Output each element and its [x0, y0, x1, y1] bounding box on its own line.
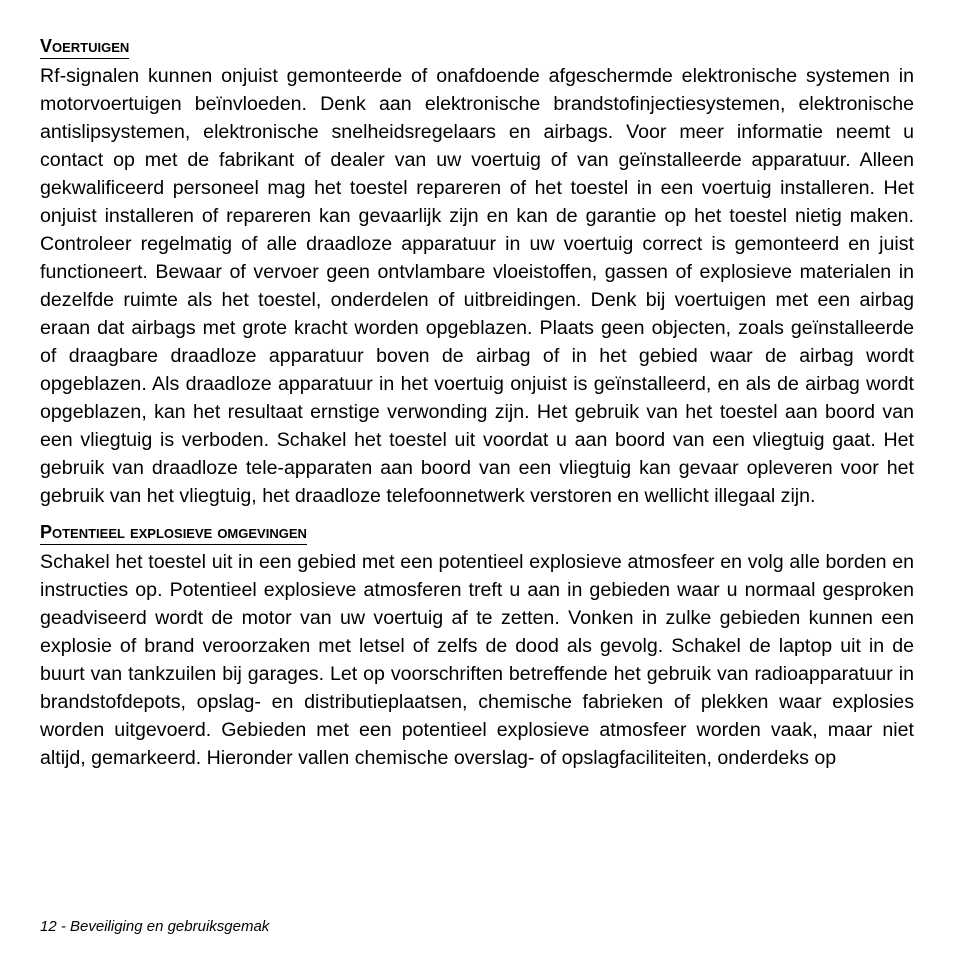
section-heading-wrap [40, 34, 914, 62]
page-footer: 12 - Beveiliging en gebruiksgemak [40, 918, 270, 935]
section-heading-wrap [40, 520, 914, 548]
section-heading-explosieve-omgevingen: Potentieel explosieve omgevingen [40, 520, 307, 545]
document-page [40, 34, 914, 772]
section-body-explosieve-omgevingen: Schakel het toestel uit in een gebied met een potentieel explosieve atmosfeer en volg alle borden en instructies op. Potentieel explosieve atmosferen treft u aan in gebieden waar u normaal gesproken geadviseerd wordt de motor van uw voertuig af te zetten. Vonken in zulke gebieden kunnen een explosie of brand veroorzaken met letsel of zelfs de dood als gevolg. Schakel de laptop uit in de buurt van tankzuilen bij garages. Let op voorschriften betreffende het gebruik van radioapparatuur in brandstofdepots, opslag- en distributieplaatsen, chemische fabrieken of plekken waar explosies worden uitgevoerd. Gebieden met een potentieel explosieve atmosfeer worden vaak, maar niet altijd, gemarkeerd. Hieronder vallen chemische overslag- of opslagfaciliteiten, onderdeks op [40, 551, 914, 769]
section-body-voertuigen: Rf-signalen kunnen onjuist gemonteerde of onafdoende afgeschermde elektronische systemen in motorvoertuigen beïnvloeden. Denk aan elektronische brandstofinjectiesystemen, elektronische antislipsystemen, elektronische snelheidsregelaars en airbags. Voor meer informatie neemt u contact op met de fabrikant of dealer van uw voertuig of van geïnstalleerde apparatuur. Alleen gekwalificeerd personeel mag het toestel repareren of het toestel in een voertuig installeren. Het onjuist installeren of repareren kan gevaarlijk zijn en kan de garantie op het toestel nietig maken. Controleer regelmatig of alle draadloze apparatuur in uw voertuig correct is gemonteerd en juist functioneert. Bewaar of vervoer geen ontvlambare vloeistoffen, gassen of explosieve materialen in dezelfde ruimte als het toestel, onderdelen of uitbreidingen. Denk bij voertuigen met een airbag eraan dat airbags met grote kracht worden opgeblazen. Plaats geen objecten, zoals geïnstalleerde of draagbare draadloze apparatuur boven de airbag of in het gebied waar de airbag wordt opgeblazen. Als draadloze apparatuur in het voertuig onjuist is geïnstalleerd, en als de airbag wordt opgeblazen, kan het resultaat ernstige verwonding zijn. Het gebruik van het toestel aan boord van een vliegtuig is verboden. Schakel het toestel uit voordat u aan boord van een vliegtuig gaat. Het gebruik van draadloze tele-apparaten aan boord van een vliegtuig kan gevaar opleveren voor het gebruik van het vliegtuig, het draadloze telefoonnetwerk verstoren en wellicht illegaal zijn. [40, 65, 914, 507]
section-heading-voertuigen: Voertuigen [40, 34, 129, 59]
